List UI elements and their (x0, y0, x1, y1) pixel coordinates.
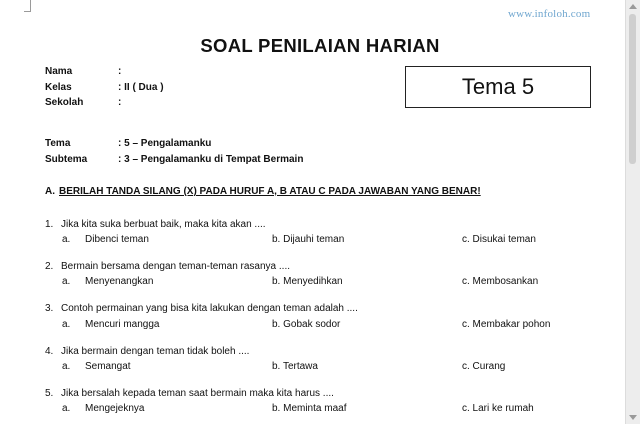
option-c: c. Lari ke rumah (462, 403, 534, 414)
option-letter: a. (62, 361, 71, 372)
option-b: b. Tertawa (272, 361, 318, 372)
field-label-sekolah: Sekolah (45, 97, 84, 108)
option-text: Mencuri mangga (85, 319, 160, 330)
scroll-down-arrow-icon[interactable] (629, 415, 637, 420)
question-number: 1. (45, 219, 54, 230)
question (45, 303, 358, 314)
option-letter: a. (62, 276, 71, 287)
field-label-tema: Tema (45, 138, 71, 149)
tema-box: Tema 5 (405, 66, 591, 108)
option-text: Dibenci teman (85, 234, 149, 245)
option-a (62, 319, 159, 330)
question (45, 261, 290, 272)
question-number: 5. (45, 388, 54, 399)
option-a (62, 403, 144, 414)
option-c: c. Disukai teman (462, 234, 536, 245)
option-letter: a. (62, 319, 71, 330)
page-title: SOAL PENILAIAN HARIAN (200, 35, 440, 56)
option-b: b. Meminta maaf (272, 403, 347, 414)
question (45, 219, 266, 230)
field-value-sekolah: : (118, 97, 122, 108)
question-number: 4. (45, 346, 54, 357)
scroll-thumb[interactable] (629, 14, 636, 164)
option-letter: a. (62, 234, 71, 245)
question-number: 2. (45, 261, 54, 272)
section-heading (45, 186, 481, 197)
question (45, 346, 249, 357)
question-text: Jika kita suka berbuat baik, maka kita akan .... (61, 219, 266, 230)
vertical-scrollbar[interactable] (625, 0, 640, 424)
field-label-kelas: Kelas (45, 82, 72, 93)
option-letter: a. (62, 403, 71, 414)
field-value-kelas: : II ( Dua ) (118, 82, 164, 93)
option-b: b. Dijauhi teman (272, 234, 345, 245)
option-text: Mengejeknya (85, 403, 145, 414)
question-text: Jika bermain dengan teman tidak boleh .... (61, 346, 250, 357)
watermark: www.infoloh.com (508, 8, 591, 20)
field-value-tema: : 5 – Pengalamanku (118, 138, 212, 149)
question-text: Jika bersalah kepada teman saat bermain maka kita harus .... (61, 388, 334, 399)
option-a (62, 361, 131, 372)
option-b: b. Menyedihkan (272, 276, 343, 287)
option-c: c. Membosankan (462, 276, 539, 287)
option-text: Menyenangkan (85, 276, 154, 287)
question-text: Bermain bersama dengan teman-teman rasanya .... (61, 261, 291, 272)
option-c: c. Curang (462, 361, 506, 372)
option-a (62, 234, 149, 245)
section-instruction: BERILAH TANDA SILANG (X) PADA HURUF A, B ATAU C PADA JAWABAN YANG BENAR! (59, 186, 481, 197)
field-value-subtema: : 3 – Pengalamanku di Tempat Bermain (118, 154, 304, 165)
scroll-up-arrow-icon[interactable] (629, 4, 637, 9)
option-b: b. Gobak sodor (272, 319, 341, 330)
field-value-nama: : (118, 66, 122, 77)
question-number: 3. (45, 303, 54, 314)
field-label-nama: Nama (45, 66, 73, 77)
question (45, 388, 334, 399)
option-text: Semangat (85, 361, 131, 372)
option-a (62, 276, 153, 287)
section-letter: A. (45, 186, 55, 197)
field-label-subtema: Subtema (45, 154, 88, 165)
question-text: Contoh permainan yang bisa kita lakukan dengan teman adalah .... (61, 303, 358, 314)
crop-mark (24, 11, 31, 12)
option-c: c. Membakar pohon (462, 319, 551, 330)
